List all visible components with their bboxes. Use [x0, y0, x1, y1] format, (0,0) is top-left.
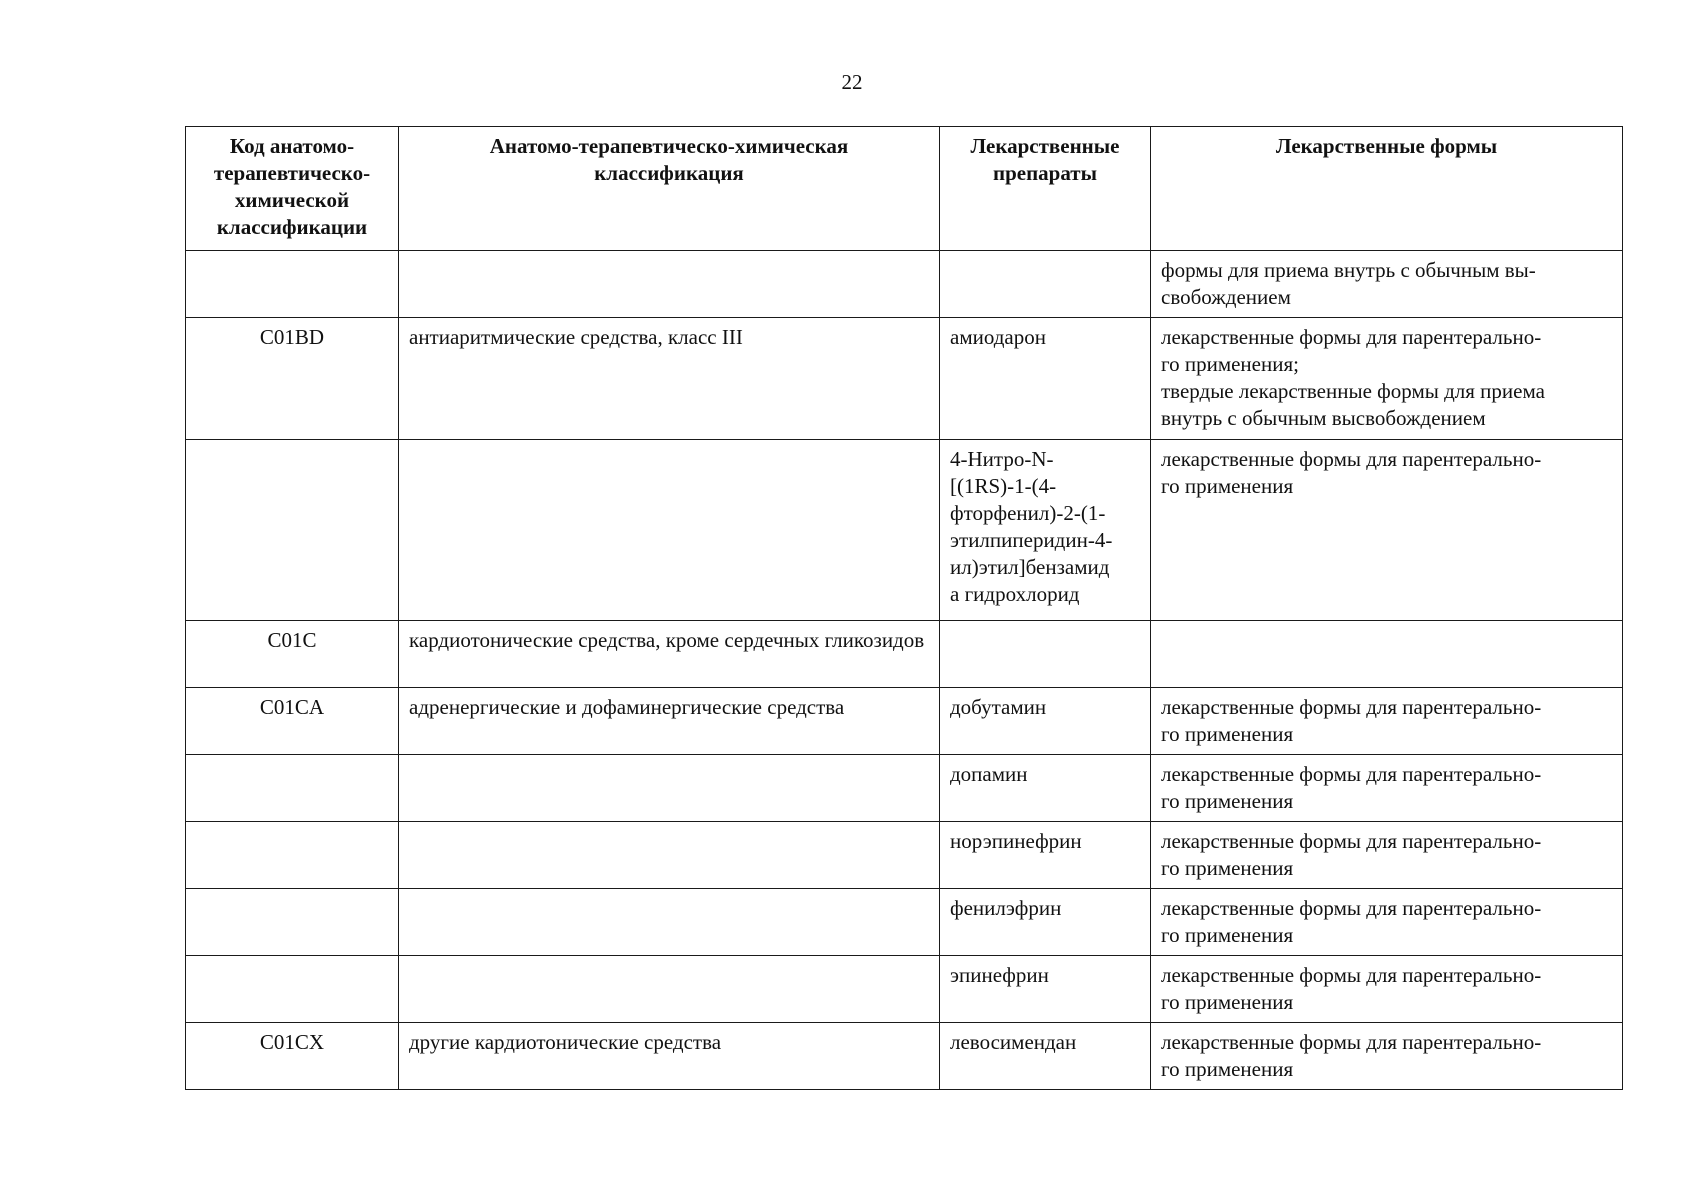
classification-cell: антиаритмические средства, класс III [399, 318, 940, 440]
table-row [186, 621, 1623, 688]
atc-code-cell [186, 440, 399, 621]
drug-name-line: [(1RS)-1-(4- [950, 474, 1057, 498]
drug-cell [940, 1023, 1151, 1090]
table-row [186, 822, 1623, 889]
table-row [186, 251, 1623, 318]
forms-line: твердые лекарственные формы для приема [1161, 379, 1545, 403]
table-row [186, 1023, 1623, 1090]
forms-line: лекарственные формы для парентерально- [1161, 1030, 1542, 1054]
atc-code-cell [186, 755, 399, 822]
forms-cell [1151, 688, 1623, 755]
forms-line: формы для приема внутрь с обычным вы- [1161, 258, 1536, 282]
drug-cell [940, 440, 1151, 621]
atc-code-cell [186, 251, 399, 318]
forms-line: лекарственные формы для парентерально- [1161, 695, 1542, 719]
drug-cell [940, 956, 1151, 1023]
drug-name: допамин [950, 762, 1028, 786]
classification-cell [399, 889, 940, 956]
header-classification-line: Анатомо-терапевтическо-химическая [489, 134, 849, 158]
forms-line: свобождением [1161, 285, 1291, 309]
forms-line: лекарственные формы для парентерально- [1161, 447, 1542, 471]
table-header-row [186, 127, 1623, 251]
forms-line: лекарственные формы для парентерально- [1161, 762, 1542, 786]
forms-cell [1151, 755, 1623, 822]
drug-cell [940, 251, 1151, 318]
header-code-line: химической [234, 188, 350, 212]
forms-line: го применения [1161, 722, 1294, 746]
forms-cell [1151, 440, 1623, 621]
atc-code-cell [186, 822, 399, 889]
drug-cell [940, 822, 1151, 889]
forms-cell [1151, 1023, 1623, 1090]
atc-classification-table [185, 126, 1623, 1090]
drug-name: левосимендан [950, 1030, 1077, 1054]
forms-cell [1151, 318, 1623, 440]
drug-name-line: фторфенил)-2-(1- [950, 501, 1106, 525]
header-forms-line: Лекарственные формы [1275, 134, 1498, 158]
header-forms [1151, 127, 1623, 251]
drug-name: фенилэфрин [950, 896, 1062, 920]
table-row [186, 440, 1623, 621]
atc-code-cell: C01CA [186, 688, 399, 755]
header-code [186, 127, 399, 251]
table-row [186, 688, 1623, 755]
forms-line: лекарственные формы для парентерально- [1161, 963, 1542, 987]
forms-line: го применения [1161, 474, 1294, 498]
forms-line: лекарственные формы для парентерально- [1161, 325, 1542, 349]
drug-name-line: а гидрохлорид [950, 582, 1080, 606]
classification-cell: кардиотонические средства, кроме сердечных гликозидов [399, 621, 940, 688]
header-classification [399, 127, 940, 251]
drug-name-line: этилпиперидин-4- [950, 528, 1113, 552]
drug-name-line: ил)этил]бензамид [950, 555, 1110, 579]
classification-cell [399, 822, 940, 889]
drug-cell [940, 688, 1151, 755]
forms-line: го применения; [1161, 352, 1299, 376]
page-number: 22 [841, 70, 863, 94]
forms-cell [1151, 621, 1623, 688]
header-drugs [940, 127, 1151, 251]
atc-code-cell: C01CX [186, 1023, 399, 1090]
forms-line: го применения [1161, 789, 1294, 813]
classification-cell: адренергические и дофаминергические средства [399, 688, 940, 755]
header-drugs-line: препараты [992, 161, 1098, 185]
table-row [186, 755, 1623, 822]
forms-line: лекарственные формы для парентерально- [1161, 896, 1542, 920]
classification-cell: другие кардиотонические средства [399, 1023, 940, 1090]
classification-cell [399, 440, 940, 621]
drug-name: норэпинефрин [950, 829, 1082, 853]
drug-cell [940, 318, 1151, 440]
forms-line: го применения [1161, 856, 1294, 880]
forms-line: внутрь с обычным высвобождением [1161, 406, 1486, 430]
forms-cell [1151, 956, 1623, 1023]
atc-code-cell [186, 889, 399, 956]
drug-cell [940, 755, 1151, 822]
table-row [186, 318, 1623, 440]
drug-cell [940, 889, 1151, 956]
atc-code-cell: C01C [186, 621, 399, 688]
table-row [186, 889, 1623, 956]
atc-code-cell: C01BD [186, 318, 399, 440]
forms-line: лекарственные формы для парентерально- [1161, 829, 1542, 853]
forms-line: го применения [1161, 923, 1294, 947]
table-row [186, 956, 1623, 1023]
header-code-line: Код анатомо- [229, 134, 355, 158]
forms-line: го применения [1161, 1057, 1294, 1081]
forms-cell [1151, 822, 1623, 889]
drug-cell [940, 621, 1151, 688]
forms-cell [1151, 889, 1623, 956]
forms-line: го применения [1161, 990, 1294, 1014]
drug-name: добутамин [950, 695, 1047, 719]
drug-name-line: 4-Нитро-N- [950, 447, 1054, 471]
classification-cell [399, 251, 940, 318]
drug-name: амиодарон [950, 325, 1046, 349]
header-code-line: классификации [216, 215, 368, 239]
classification-cell [399, 755, 940, 822]
header-classification-line: классификация [594, 161, 744, 185]
drug-name: эпинефрин [950, 963, 1049, 987]
header-drugs-line: Лекарственные [970, 134, 1120, 158]
classification-cell [399, 956, 940, 1023]
forms-cell [1151, 251, 1623, 318]
atc-code-cell [186, 956, 399, 1023]
header-code-line: терапевтическо- [213, 161, 371, 185]
